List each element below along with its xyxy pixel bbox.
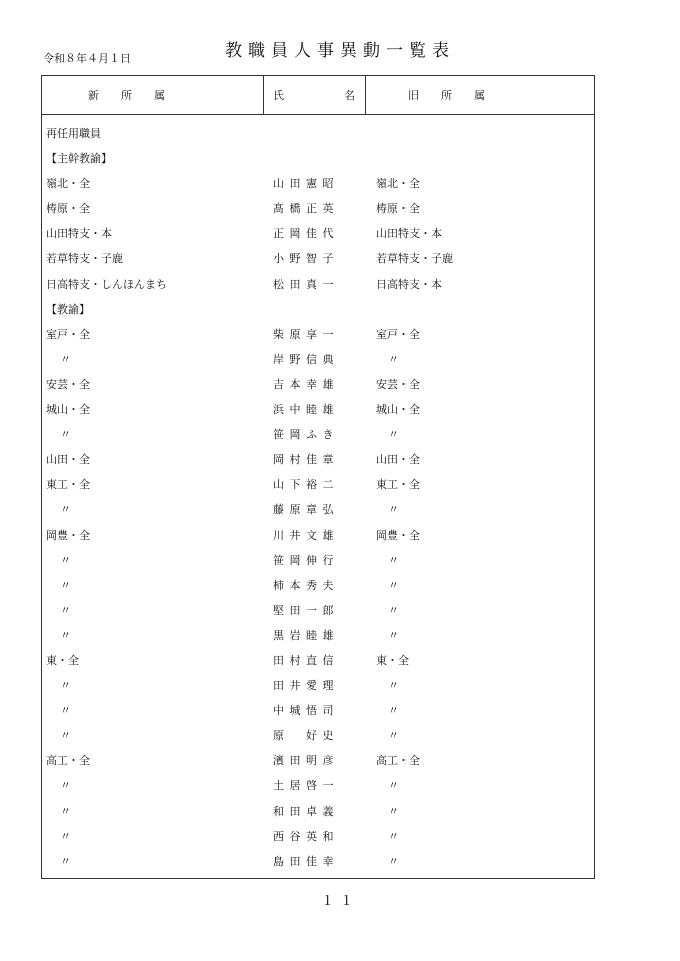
table-row bbox=[42, 171, 594, 196]
old-affiliation-cell: 梼原・全 bbox=[376, 202, 420, 216]
old-affiliation-cell: 〃 bbox=[388, 428, 399, 442]
new-affiliation-cell: 岡豊・全 bbox=[46, 528, 90, 542]
table-row bbox=[42, 246, 594, 271]
table-row bbox=[42, 748, 594, 773]
old-affiliation-cell: 〃 bbox=[388, 628, 399, 642]
table-row bbox=[42, 472, 594, 497]
name-cell: 原 好史 bbox=[273, 729, 339, 743]
old-affiliation-cell: 〃 bbox=[388, 352, 399, 366]
old-affiliation-cell: 〃 bbox=[388, 704, 399, 718]
new-affiliation-cell: 〃 bbox=[60, 779, 71, 793]
name-cell: 田井愛理 bbox=[273, 679, 339, 693]
new-affiliation-cell: 〃 bbox=[60, 503, 71, 517]
new-affiliation-cell: 山田特支・本 bbox=[46, 227, 112, 241]
table-row bbox=[42, 648, 594, 673]
table-row bbox=[42, 497, 594, 522]
document-title: 教職員人事異動一覧表 bbox=[225, 41, 455, 61]
old-affiliation-cell: 山田・全 bbox=[376, 453, 420, 467]
table-row bbox=[42, 548, 594, 573]
table-header bbox=[42, 76, 594, 115]
name-cell: 和田卓義 bbox=[273, 804, 339, 818]
table-row bbox=[42, 673, 594, 698]
table-row bbox=[42, 573, 594, 598]
old-affiliation-cell: 高工・全 bbox=[376, 754, 420, 768]
name-cell: 岸野信典 bbox=[273, 352, 339, 366]
table-row bbox=[42, 773, 594, 798]
section-heading: 【主幹教諭】 bbox=[46, 152, 112, 166]
name-cell: 中城悟司 bbox=[273, 704, 339, 718]
old-affiliation-cell: 〃 bbox=[388, 578, 399, 592]
old-affiliation-cell: 〃 bbox=[388, 729, 399, 743]
old-affiliation-cell: 若草特支・子鹿 bbox=[376, 252, 453, 266]
new-affiliation-cell: 梼原・全 bbox=[46, 202, 90, 216]
old-affiliation-cell: 〃 bbox=[388, 503, 399, 517]
name-cell: 濱田明彦 bbox=[273, 754, 339, 768]
old-affiliation-cell: 〃 bbox=[388, 603, 399, 617]
table-row bbox=[42, 347, 594, 372]
old-affiliation-cell: 東工・全 bbox=[376, 478, 420, 492]
table-row bbox=[42, 723, 594, 748]
old-affiliation-cell: 岡豊・全 bbox=[376, 528, 420, 542]
table-row bbox=[42, 196, 594, 221]
new-affiliation-cell: 〃 bbox=[60, 729, 71, 743]
old-affiliation-cell: 〃 bbox=[388, 829, 399, 843]
column-header-name-left: 氏 bbox=[273, 89, 284, 102]
column-divider bbox=[365, 76, 366, 114]
section-heading-row bbox=[42, 121, 594, 146]
name-cell: 島田佳幸 bbox=[273, 854, 339, 868]
document-date: 令和８年４月１日 bbox=[43, 52, 131, 65]
old-affiliation-cell: 〃 bbox=[388, 779, 399, 793]
personnel-table bbox=[41, 75, 595, 879]
table-row bbox=[42, 849, 594, 874]
table-row bbox=[42, 523, 594, 548]
new-affiliation-cell: 嶺北・全 bbox=[46, 177, 90, 191]
new-affiliation-cell: 〃 bbox=[60, 804, 71, 818]
name-cell: 川井文雄 bbox=[273, 528, 339, 542]
new-affiliation-cell: 〃 bbox=[60, 578, 71, 592]
section-heading: 【教諭】 bbox=[46, 302, 90, 316]
table-row bbox=[42, 623, 594, 648]
column-header-old-affiliation: 旧 所 属 bbox=[408, 89, 485, 102]
name-cell: 柴原享一 bbox=[273, 327, 339, 341]
name-cell: 山下裕二 bbox=[273, 478, 339, 492]
table-row bbox=[42, 397, 594, 422]
table-row bbox=[42, 372, 594, 397]
new-affiliation-cell: 〃 bbox=[60, 603, 71, 617]
new-affiliation-cell: 〃 bbox=[60, 704, 71, 718]
new-affiliation-cell: 山田・全 bbox=[46, 453, 90, 467]
name-cell: 堅田一郎 bbox=[273, 603, 339, 617]
table-row bbox=[42, 272, 594, 297]
name-cell: 髙橋正英 bbox=[273, 202, 339, 216]
new-affiliation-cell: 東工・全 bbox=[46, 478, 90, 492]
name-cell: 柿本秀夫 bbox=[273, 578, 339, 592]
old-affiliation-cell: 〃 bbox=[388, 854, 399, 868]
name-cell: 土居啓一 bbox=[273, 779, 339, 793]
table-body bbox=[42, 121, 594, 874]
name-cell: 浜中睦雄 bbox=[273, 403, 339, 417]
name-cell: 山田憲昭 bbox=[273, 177, 339, 191]
table-row bbox=[42, 799, 594, 824]
table-row bbox=[42, 598, 594, 623]
new-affiliation-cell: 〃 bbox=[60, 553, 71, 567]
new-affiliation-cell: 〃 bbox=[60, 628, 71, 642]
column-header-name-right: 名 bbox=[344, 89, 355, 102]
old-affiliation-cell: 安芸・全 bbox=[376, 377, 420, 391]
name-cell: 小野智子 bbox=[273, 252, 339, 266]
old-affiliation-cell: 東・全 bbox=[376, 653, 409, 667]
section-heading: 再任用職員 bbox=[46, 127, 101, 140]
new-affiliation-cell: 日高特支・しんほんまち bbox=[46, 277, 167, 291]
old-affiliation-cell: 嶺北・全 bbox=[376, 177, 420, 191]
name-cell: 吉本幸雄 bbox=[273, 377, 339, 391]
new-affiliation-cell: 〃 bbox=[60, 428, 71, 442]
name-cell: 笹岡ふき bbox=[273, 428, 339, 442]
new-affiliation-cell: 若草特支・子鹿 bbox=[46, 252, 123, 266]
column-header-new-affiliation: 新 所 属 bbox=[88, 89, 165, 102]
old-affiliation-cell: 山田特支・本 bbox=[376, 227, 442, 241]
name-cell: 田村直信 bbox=[273, 653, 339, 667]
new-affiliation-cell: 室戸・全 bbox=[46, 327, 90, 341]
table-row bbox=[42, 824, 594, 849]
name-cell: 岡村佳章 bbox=[273, 453, 339, 467]
new-affiliation-cell: 安芸・全 bbox=[46, 377, 90, 391]
old-affiliation-cell: 〃 bbox=[388, 553, 399, 567]
table-row bbox=[42, 698, 594, 723]
page-number: １１ bbox=[320, 894, 359, 909]
new-affiliation-cell: 城山・全 bbox=[46, 403, 90, 417]
column-divider bbox=[263, 76, 264, 114]
table-row bbox=[42, 422, 594, 447]
old-affiliation-cell: 〃 bbox=[388, 804, 399, 818]
old-affiliation-cell: 城山・全 bbox=[376, 403, 420, 417]
name-cell: 西谷英和 bbox=[273, 829, 339, 843]
name-cell: 笹岡伸行 bbox=[273, 553, 339, 567]
new-affiliation-cell: 〃 bbox=[60, 829, 71, 843]
table-row bbox=[42, 221, 594, 246]
old-affiliation-cell: 日高特支・本 bbox=[376, 277, 442, 291]
new-affiliation-cell: 高工・全 bbox=[46, 754, 90, 768]
name-cell: 黒岩睦雄 bbox=[273, 628, 339, 642]
new-affiliation-cell: 〃 bbox=[60, 352, 71, 366]
name-cell: 松田真一 bbox=[273, 277, 339, 291]
name-cell: 藤原章弘 bbox=[273, 503, 339, 517]
new-affiliation-cell: 〃 bbox=[60, 679, 71, 693]
old-affiliation-cell: 〃 bbox=[388, 679, 399, 693]
section-heading-row bbox=[42, 297, 594, 322]
section-heading-row bbox=[42, 146, 594, 171]
name-cell: 正岡佳代 bbox=[273, 227, 339, 241]
table-row bbox=[42, 322, 594, 347]
table-row bbox=[42, 447, 594, 472]
new-affiliation-cell: 〃 bbox=[60, 854, 71, 868]
old-affiliation-cell: 室戸・全 bbox=[376, 327, 420, 341]
new-affiliation-cell: 東・全 bbox=[46, 653, 79, 667]
